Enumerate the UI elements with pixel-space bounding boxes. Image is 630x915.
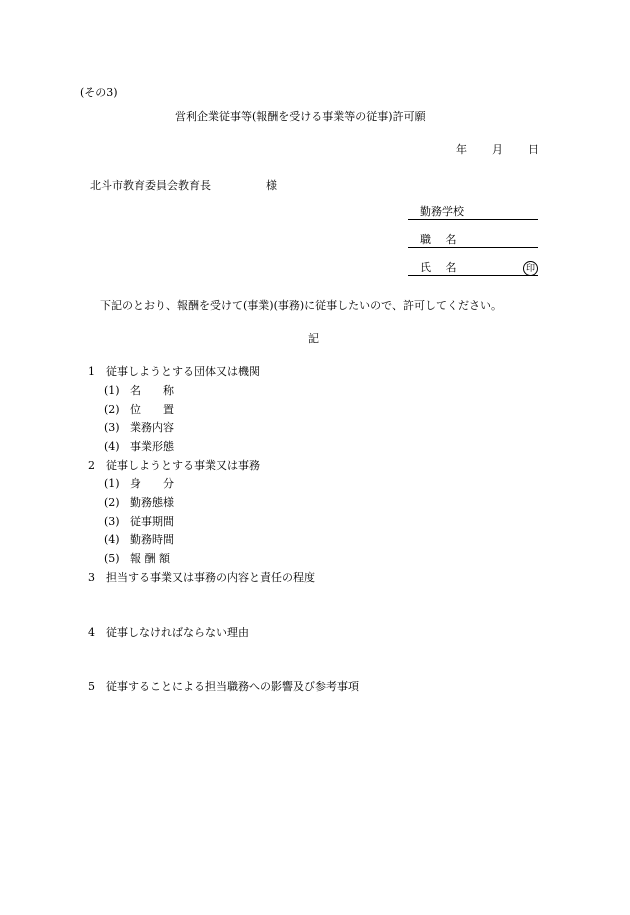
addressee-name: 北斗市教育委員会教育長: [90, 179, 211, 192]
item-text: 従事しようとする事業又は事務: [106, 459, 260, 472]
item-text: 従事しなければならない理由: [106, 626, 249, 639]
item-number: 2: [88, 459, 95, 472]
position-line: [408, 233, 538, 248]
item-text: 担当する事業又は事務の内容と責任の程度: [106, 571, 315, 584]
seal-mark: 印: [523, 261, 538, 276]
item-text: 従事しようとする団体又は機関: [106, 365, 260, 378]
position-label: 職 名: [420, 233, 457, 246]
item-number: 5: [88, 680, 95, 693]
addressee-honorific: 様: [266, 179, 277, 192]
school-label: 勤務学校: [420, 205, 464, 218]
name-line: [408, 261, 538, 276]
document-page: (その3) 営利企業従事等(報酬を受ける事業等の従事)許可願 年 月 日 北斗市教育委員会教育長 様 勤務学校 職 名 氏 名 印 下記のとおり、報酬を受けて(事業)(事務)に従事したいので、許可してください。 記 1 従事しようとする団体又は機関 (1) 名 称 (2) 位 置 (3) 業務内容 (4) 事業形態 2 従事しようとする事業又は事務 (1) 身 分 (2) 勤務態様 (3) 従事期間 (4) 勤務時間 (5) 報 酬 額 3 担当する事業又は事務の内容と責任の程度 4 従事しなければならない理由 5 従事することによる担当職務への影響及び参考事項: [80, 86, 539, 693]
item-number: 3: [88, 571, 95, 584]
date-day-label: 日: [528, 143, 539, 156]
school-line: [408, 205, 538, 220]
date-month-label: 月: [492, 143, 503, 156]
document-title: 営利企業従事等(報酬を受ける事業等の従事)許可願: [175, 110, 426, 123]
form-number: (その3): [80, 86, 118, 99]
item-number: 4: [88, 626, 95, 639]
name-label: 氏 名: [420, 261, 457, 274]
item-number: 1: [88, 365, 95, 378]
item-text: 従事することによる担当職務への影響及び参考事項: [106, 680, 359, 693]
date-year-label: 年: [456, 143, 467, 156]
request-statement: 下記のとおり、報酬を受けて(事業)(事務)に従事したいので、許可してください。: [100, 299, 502, 312]
ki-heading: 記: [308, 332, 319, 345]
